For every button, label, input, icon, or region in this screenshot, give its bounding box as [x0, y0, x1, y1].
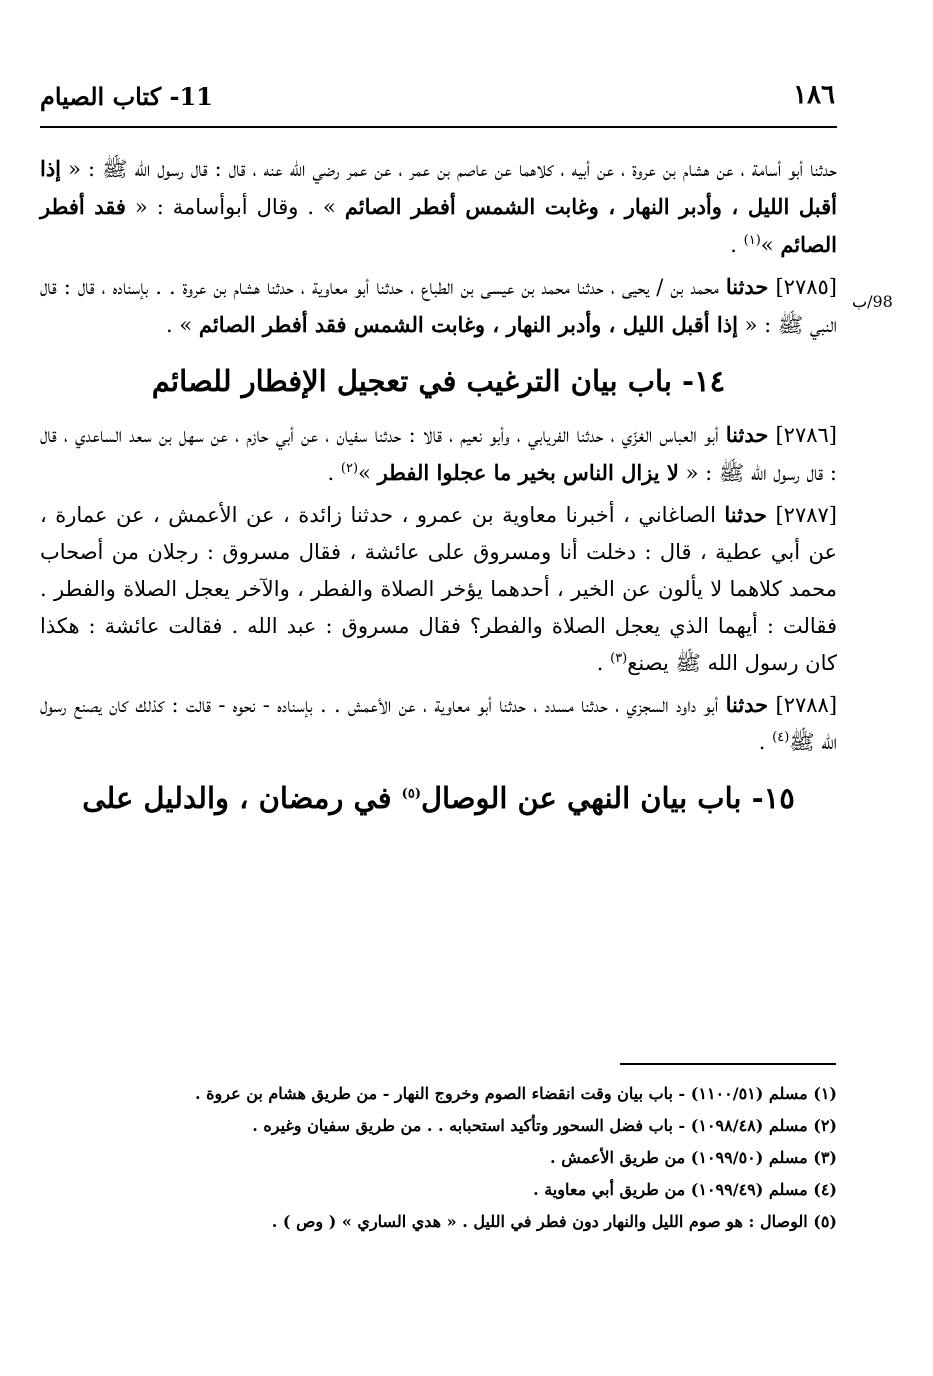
chapter-heading-14: ١٤- باب بيان الترغيب في تعجيل الإفطار للصائم — [151, 364, 726, 398]
footnote-ref: (٢) — [340, 461, 359, 476]
page-number: ١٨٦ — [793, 80, 835, 110]
book-title: 11- كتاب الصيام — [40, 82, 213, 111]
hadith-2786: [٢٧٨٦] حدثنا أبو العباس الغزّي ، حدثنا الفريابي ، وأبو نعيم ، قالا : حدثنا سفيان ، عن أبي حازم ، عن سهل بن سعد الساعدي ، قال : قال رسول الله ﷺ : « لا يزال الناس بخير ما عجلوا الفطر »$^{(٢)}$ . — [40, 422, 837, 485]
page-header — [40, 80, 835, 120]
hadith-2785: [٢٧٨٥] حدثنا محمد بن / يحيى ، حدثنا محمد بن عيسى بن الطباع ، حدثنا أبو معاوية ، حدثنا هشام بن عروة . . بإسناده ، قال : قال النبي ﷺ : « إذا أقبل الليل ، وأدبر النهار ، وغابت الشمس فقد أفطر الصائم » . — [40, 274, 837, 337]
footnote-rule — [620, 1063, 836, 1065]
chapter-heading-15: ١٥- باب بيان النهي عن الوصال$^{(٥)}$ في رمضان ، والدليل على — [82, 781, 795, 815]
footnote-ref: (٣) — [610, 651, 628, 666]
footnote-2: (٢) مسلم (١٠٩٨/٤٨) - باب فضل السحور وتأكيد استحبابه . . من طريق سفيان وغيره . — [252, 1116, 837, 1135]
footnote-3: (٣) مسلم (١٠٩٩/٥٠) من طريق الأعمش . — [550, 1148, 837, 1167]
footnote-1: (١) مسلم (١١٠٠/٥١) - باب بيان وقت انقضاء الصوم وخروج النهار - من طريق هشام بن عروة . — [195, 1084, 837, 1103]
paragraph-1: حدثنا أبو أسامة ، عن هشام بن عروة ، عن أبيه ، كلاهما عن عاصم بن عمر ، عن عمر رضي الله عنه ، قال : قال رسول الله ﷺ : « إذا أقبل الليل ، وأدبر النهار ، وغابت الشمس أفطر الصائم » . وقال أبوأسامة : « فقد أفطر الصائم »$^{(١)}$ . — [40, 156, 837, 257]
main-text — [40, 150, 837, 833]
footnote-ref: (٤) — [772, 730, 790, 745]
margin-folio-note: 98/ب — [852, 292, 893, 311]
hadith-2787: [٢٧٨٧] حدثنا الصاغاني ، أخبرنا معاوية بن عمرو ، حدثنا زائدة ، عن الأعمش ، عن عمارة ، عن أبي عطية ، قال : دخلت أنا ومسروق على عائشة ، فقال مسروق : رجلان من أصحاب محمد كلاهما لا يألون عن الخير ، أحدهما يؤخر الصلاة والفطر ، والآخر يعجل الصلاة والفطر . فقالت : أيهما الذي يعجل الصلاة والفطر؟ فقال مسروق : عبد الله . فقالت عائشة : هكذا كان رسول الله ﷺ يصنع$^{(٣)}$ . — [40, 502, 837, 675]
header-rule — [40, 126, 837, 128]
hadith-2788: [٢٧٨٨] حدثنا أبو داود السجزي ، حدثنا مسدد ، حدثنا أبو معاوية ، عن الأعمش . . بإسناده - نحوه - قالت : كذلك كان يصنع رسول الله ﷺ$^{(٤)}$ . — [40, 692, 838, 754]
footnote-4: (٤) مسلم (١٠٩٩/٤٩) من طريق أبي معاوية . — [533, 1180, 837, 1199]
footnotes — [40, 1078, 837, 1238]
footnote-ref: (١) — [743, 233, 761, 248]
footnote-ref: (٥) — [401, 786, 421, 802]
footnote-5: (٥) الوصال : هو صوم الليل والنهار دون فطر في الليل . « هدي الساري » ( وص ) . — [271, 1212, 837, 1231]
